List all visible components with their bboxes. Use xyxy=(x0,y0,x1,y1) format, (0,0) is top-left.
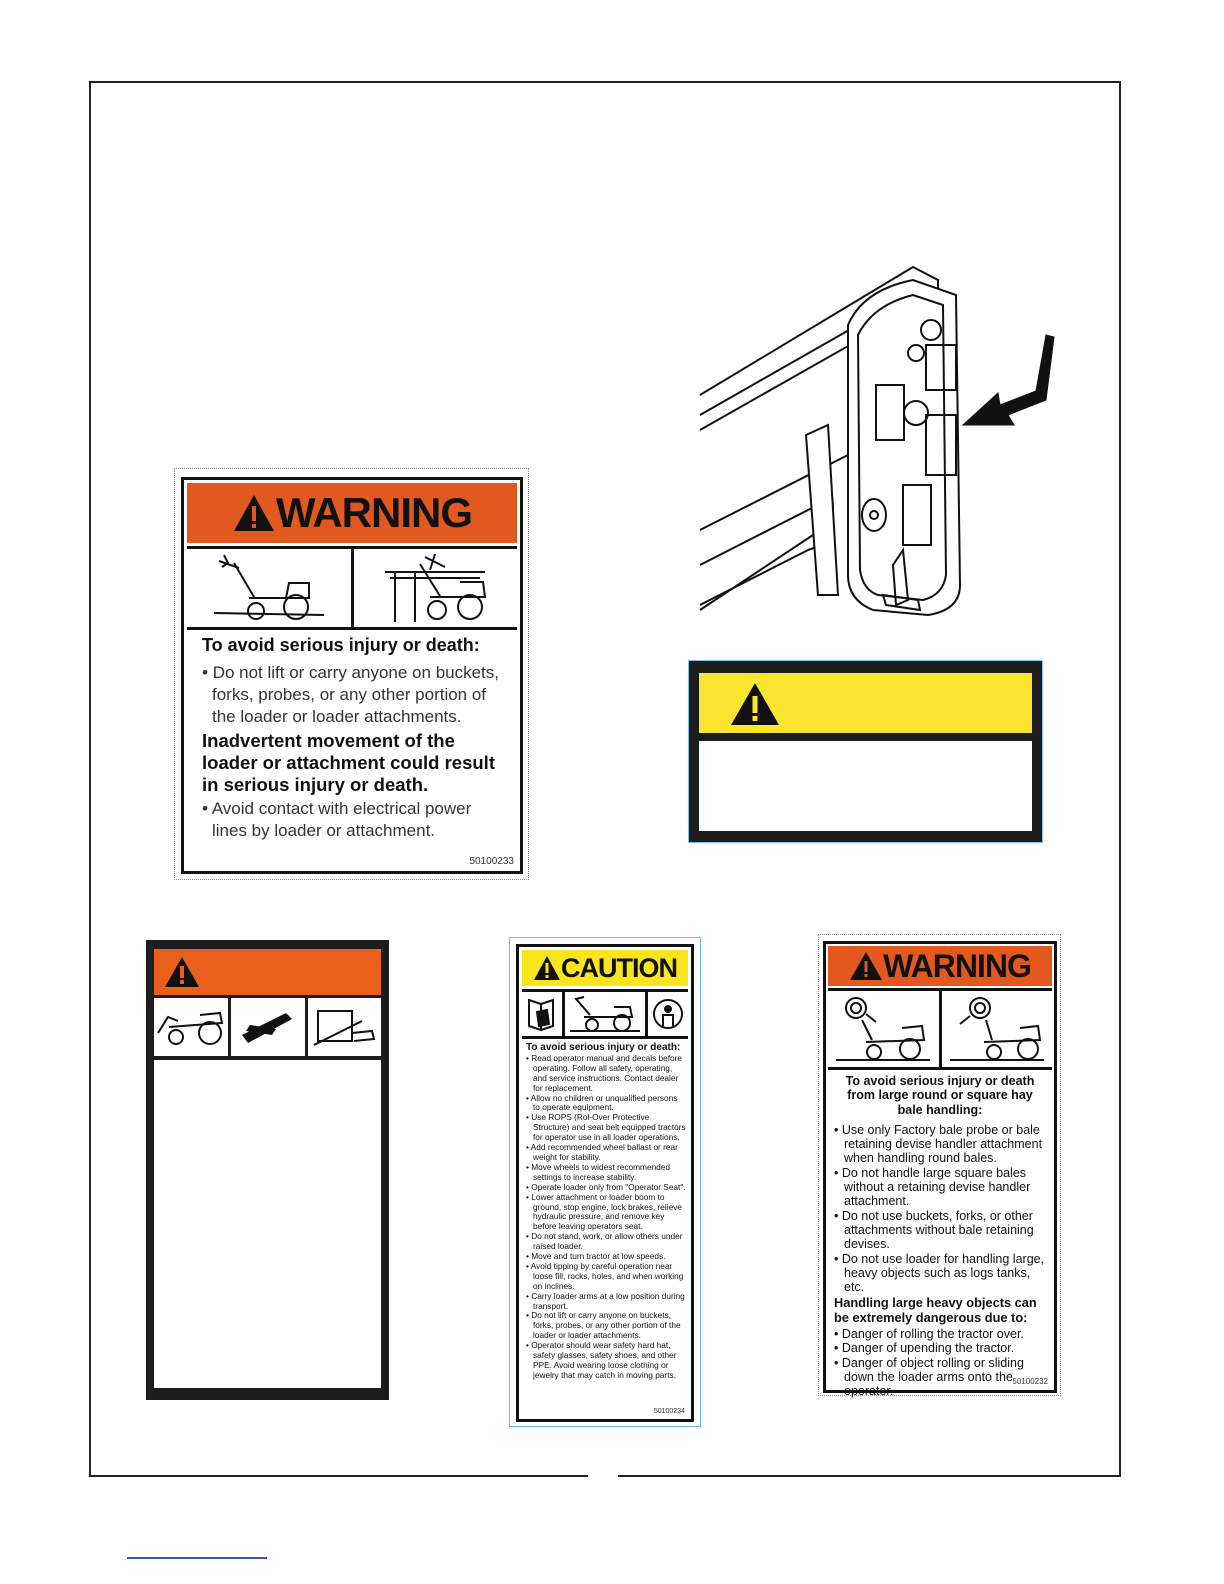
decal-bullet: • Avoid tipping by careful operation near loose fill, rocks, holes, and when working on inclines. xyxy=(526,1260,684,1291)
ppe-pictogram xyxy=(645,992,688,1036)
decal-bullet: • Use ROPS (Rol-Over Protective Structure) and seat belt equipped tractors for operator use in all loader operations. xyxy=(526,1112,686,1143)
decal-bullet: • Use only Factory bale probe or bale retaining devise handler attachment when handling round bales. xyxy=(834,1122,1043,1166)
decal-bullet: • Move and turn tractor at low speeds. xyxy=(526,1251,666,1262)
tractor-rider-pictogram xyxy=(187,549,351,627)
decal-bullet: • Allow no children or unqualified persons to operate equipment. xyxy=(526,1092,678,1113)
alert-triangle-icon xyxy=(533,955,561,981)
decal-lead: To avoid serious injury or death: xyxy=(526,1042,681,1053)
danger-decal-blank xyxy=(146,940,389,1400)
tractor-lifting-person-icon xyxy=(214,553,324,623)
decal-bullet: • Carry loader arms at a low position during transport. xyxy=(526,1290,685,1311)
part-number: 50100232 xyxy=(1012,1377,1048,1386)
decal-bullet: • Avoid contact with electrical power lines by loader or attachment. xyxy=(202,799,472,840)
decal-bullet: • Operate loader only from "Operator Seat". xyxy=(526,1181,686,1192)
bale-upending-icon xyxy=(950,994,1044,1064)
decal-lead: To avoid serious injury or death from large round or square hay bale handling: xyxy=(845,1074,1035,1117)
decal-bullet: • Danger of object rolling or sliding down the loader arms onto the operator. xyxy=(834,1355,1024,1399)
rollover-pictogram xyxy=(154,998,228,1056)
frame-gap xyxy=(588,1474,618,1482)
tractor-rollover-icon xyxy=(154,1005,228,1049)
manual-pictogram xyxy=(308,998,382,1056)
power-line-pictogram xyxy=(351,549,518,627)
decal-bullet: • Move wheels to widest recommended settings to increase stability. xyxy=(526,1161,671,1182)
alert-triangle-icon xyxy=(849,951,883,981)
decal-bullet: • Add recommended wheel ballast or rear weight for stability. xyxy=(526,1142,678,1162)
decal-bullet: • Do not handle large square bales without a retaining devise handler attachment. xyxy=(834,1165,1031,1209)
caution-header xyxy=(699,673,1032,733)
pictogram-row xyxy=(828,988,1052,1070)
warning-header xyxy=(187,483,517,543)
falling-log-icon xyxy=(236,1005,300,1049)
decal-bullet: • Do not lift or carry anyone on buckets, forks, probes, or any other portion of the loader or loader attachments. xyxy=(202,663,499,726)
decal-bullet: • Danger of upending the tractor. xyxy=(834,1341,1015,1356)
caution-title: CAUTION xyxy=(561,952,677,983)
decal-bold-statement: Inadvertent movement of the loader or attachment could result in serious injury or death. xyxy=(202,730,495,795)
decal-bullet: • Operator should wear safety hard hat, safety glasses, safety shoes, and other PPE. Avoid wearing loose clothing or jewelry that may catch in moving parts. xyxy=(526,1340,677,1380)
decal-bullet: • Danger of rolling the tractor over. xyxy=(834,1327,1024,1342)
alert-triangle-icon xyxy=(729,681,781,727)
caution-body xyxy=(699,741,1032,831)
part-number: 50100233 xyxy=(469,856,514,867)
bale-upend-pictogram xyxy=(939,991,1053,1067)
decal-bullet: • Do not lift or carry anyone on buckets, forks, probes, or any other portion of the loader or loader attachments. xyxy=(526,1310,681,1341)
caution-decal-blank xyxy=(688,660,1043,843)
hand-crush-icon xyxy=(312,1005,376,1049)
pictogram-row xyxy=(154,998,381,1056)
loader-arm-illustration xyxy=(698,265,1060,620)
decal-bullet: • Read operator manual and decals before operating. Follow all safety, operating, and service instructions. Contact dealer for replacement. xyxy=(526,1052,683,1093)
tractor-loader-icon xyxy=(570,995,640,1033)
alert-triangle-icon xyxy=(232,493,276,533)
bale-rolling-icon xyxy=(836,994,930,1064)
pictogram-row xyxy=(522,989,688,1039)
decal-bold-statement: Handling large heavy objects can be extremely dangerous due to: xyxy=(834,1295,1037,1325)
warning-decal-bale-handling xyxy=(818,934,1061,1399)
caution-header xyxy=(522,950,688,986)
warning-header xyxy=(828,946,1052,986)
decal-bullet: • Lower attachment or loader boom to ground, stop engine, lock brakes, relieve hydraulic pressure, and remove key before leaving operators seat. xyxy=(526,1191,682,1232)
pictogram-row xyxy=(187,546,517,630)
decal-bullet: • Do not use loader for handling large, heavy objects such as logs tanks, etc. xyxy=(834,1251,1045,1295)
loader-pictogram xyxy=(562,992,645,1036)
warning-decal-loader-lift xyxy=(174,468,529,880)
power-lines-icon xyxy=(375,552,495,624)
hard-hat-person-icon xyxy=(652,998,684,1030)
decal-lead: To avoid serious injury or death: xyxy=(202,635,480,655)
part-number: 50100234 xyxy=(653,1408,685,1415)
danger-header xyxy=(154,949,381,995)
warning-title: WARNING xyxy=(276,489,472,536)
decal-bullet: • Do not use buckets, forks, or other attachments without bale retaining devises. xyxy=(834,1208,1034,1252)
footer-rule xyxy=(127,1557,267,1559)
manual-pictogram xyxy=(522,992,562,1036)
caution-decal-operation xyxy=(509,937,701,1427)
bale-roll-pictogram xyxy=(828,991,939,1067)
decal-bullet: • Do not stand, work, or allow others under raised loader. xyxy=(526,1231,683,1252)
alert-triangle-icon xyxy=(164,956,200,988)
read-manual-icon xyxy=(527,996,557,1032)
danger-body xyxy=(154,1060,381,1388)
log-pictogram xyxy=(231,998,305,1056)
warning-title: WARNING xyxy=(883,947,1031,984)
